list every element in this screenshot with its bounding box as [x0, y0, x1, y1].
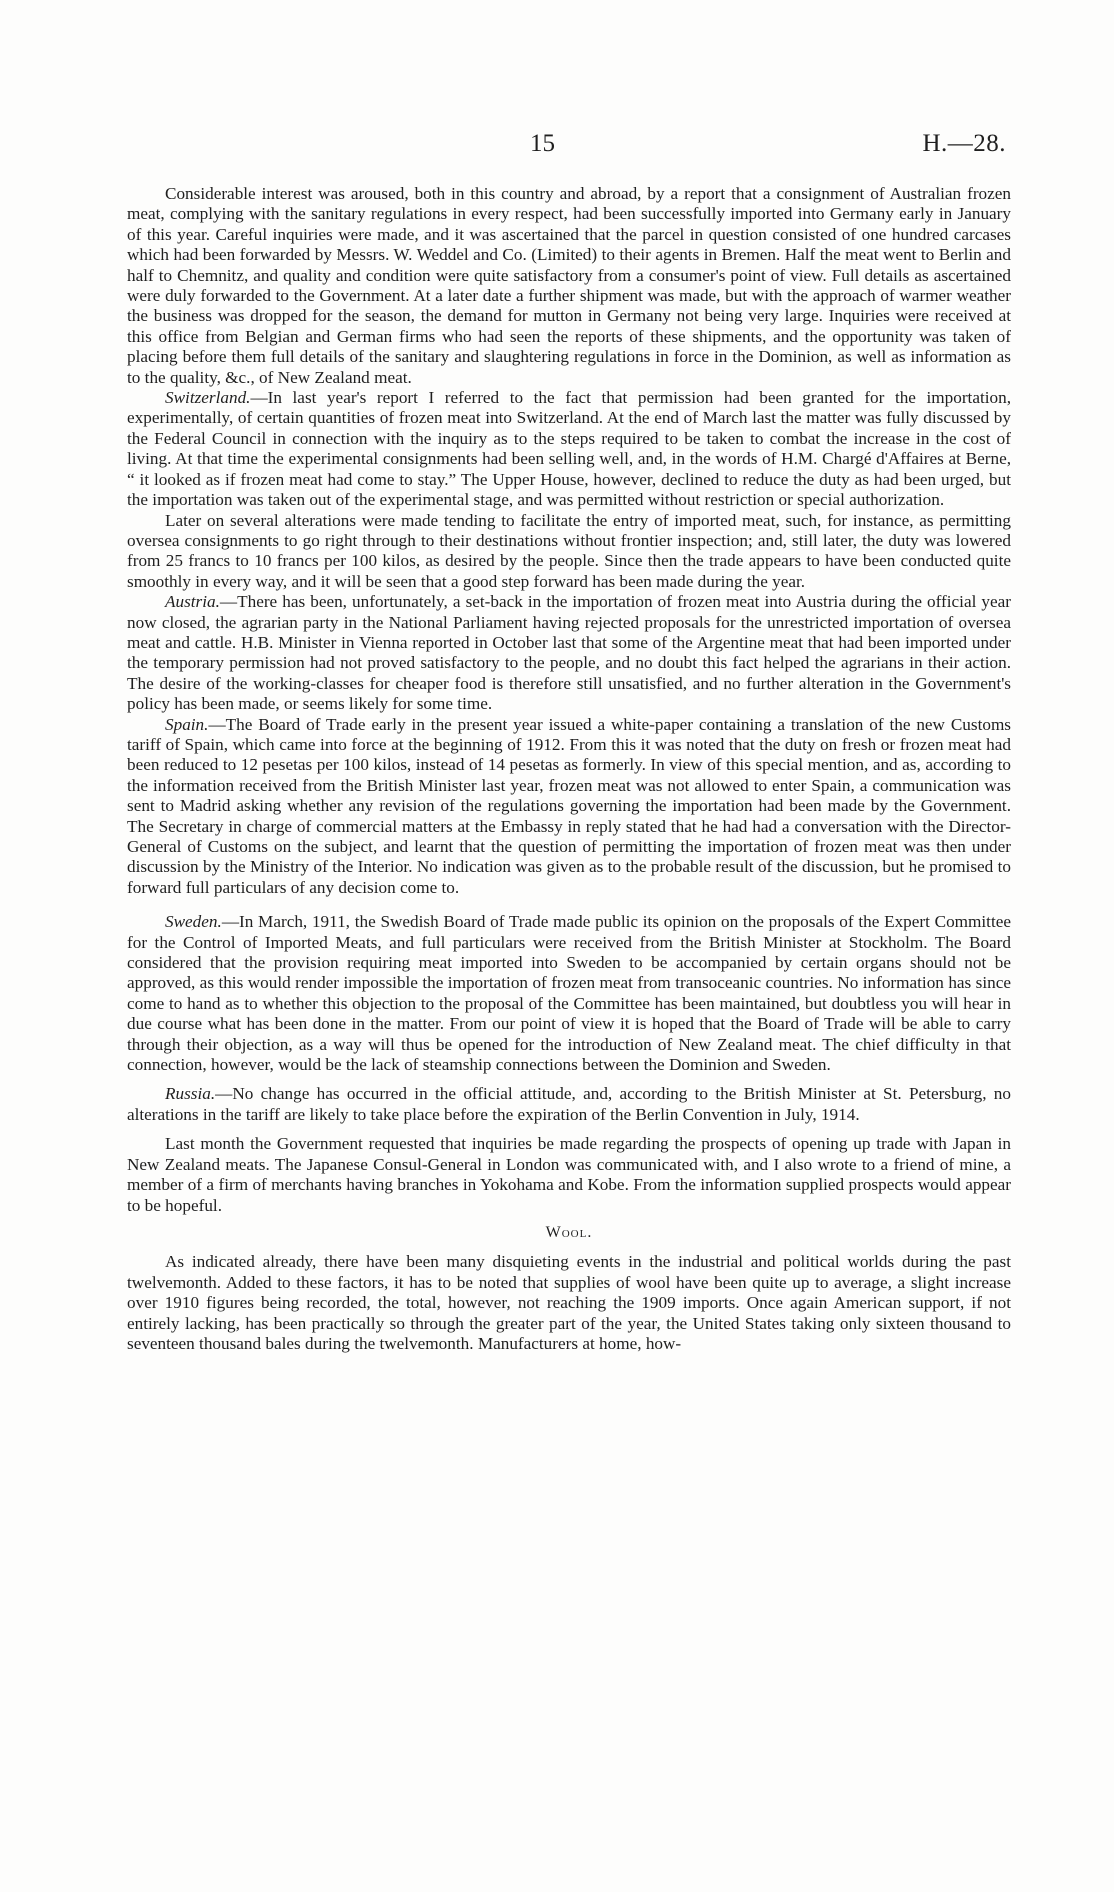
paragraph-austria: Austria.—There has been, unfortunately, a set-back in the importation of frozen meat into Austria during the official year now closed, the agrarian party in the National Parliament having rejected proposals for the unrestricted importation of oversea meat and cattle. H.B. Minister in Vienna reported in October last that some of the Argentine meat that had been imported under the temporary permission had not proved satisfactory to the people, and no doubt this fact helped the agrarians in their action. The desire of the working-classes for cheaper food is therefore still unsatisfied, and no further alteration in the Government's policy has been made, or seems likely for some time. — [127, 592, 1011, 714]
document-reference: H.—28. — [922, 130, 1006, 157]
paragraph-japan: Last month the Government requested that inquiries be made regarding the prospects of opening up trade with Japan in New Zealand meats. The Japanese Consul-General in London was communicated with, and I also wrote to a friend of mine, a member of a firm of merchants having branches in Yokohama and Kobe. From the information supplied prospects would appear to be hopeful. — [127, 1134, 1011, 1215]
heading-spain: Spain. — [165, 714, 209, 734]
body-text — [127, 184, 1011, 1354]
paragraph-sweden: Sweden.—In March, 1911, the Swedish Board of Trade made public its opinion on the proposals of the Expert Committee for the Control of Imported Meats, and full particulars were received from the British Minister at Stockholm. The Board considered that the provision requiring meat imported into Sweden to be accompanied by certain organs should not be approved, as this would render impossible the importation of frozen meat from transoceanic countries. No information has since come to hand as to whether this objection to the proposal of the Committee has been maintained, but doubtless you will hear in due course what has been done in the matter. From our point of view it is hoped that the Board of Trade will be able to carry through their objection, as a way will thus be opened for the introduction of New Zealand meat. The chief difficulty in that connection, however, would be the lack of steamship connections between the Dominion and Sweden. — [127, 912, 1011, 1075]
paragraph-germany-consignment: Considerable interest was aroused, both in this country and abroad, by a report that a consignment of Australian frozen meat, complying with the sanitary regulations in every respect, had been successfully imported into Germany early in January of this year. Careful inquiries were made, and it was ascertained that the parcel in question consisted of one hundred carcases which had been forwarded by Messrs. W. Weddel and Co. (Limited) to their agents in Bremen. Half the meat went to Berlin and half to Chemnitz, and quality and condition were quite satisfactory from a consumer's point of view. Full details as ascertained were duly forwarded to the Government. At a later date a further shipment was made, but with the approach of warmer weather the business was dropped for the season, the demand for mutton in Germany not being very large. Inquiries were received at this office from Belgian and German firms who had seen the reports of these shipments, and the opportunity was taken of placing before them full details of the sanitary and slaughtering regulations in force in the Dominion, as well as information as to the quality, &c., of New Zealand meat. — [127, 184, 1011, 387]
heading-sweden: Sweden. — [165, 912, 222, 932]
paragraph-russia: Russia.—No change has occurred in the official attitude, and, according to the British Minister at St. Petersburg, no alterations in the tariff are likely to take place before the expiration of the Berlin Convention in July, 1914. — [127, 1084, 1011, 1124]
paragraph-spain: Spain.—The Board of Trade early in the present year issued a white-paper containing a translation of the new Customs tariff of Spain, which came into force at the beginning of 1912. From this it was noted that the duty on fresh or frozen meat had been reduced to 12 pesetas per 100 kilos, instead of 14 pesetas as formerly. In view of this special mention, and as, according to the information received from the British Minister last year, frozen meat was not allowed to enter Spain, a communication was sent to Madrid asking whether any revision of the regulations governing the importation had been made by the Government. The Secretary in charge of commercial matters at the Embassy in reply stated that he had had a conversation with the Director-General of Customs on the subject, and learnt that the question of permitting the importation of frozen meat was then under discussion by the Ministry of the Interior. No indication was given as to the probable result of the discussion, but he promised to forward full particulars of any decision come to. — [127, 714, 1011, 897]
page-header — [0, 130, 1114, 170]
paragraph-switzerland-continued: Later on several alterations were made tending to facilitate the entry of imported meat, such, for instance, as permitting oversea consignments to go right through to their destinations without frontier inspection; and, still later, the duty was lowered from 25 francs to 10 francs per 100 kilos, as desired by the people. Since then the trade appears to have been conducted quite smoothly in every way, and it will be seen that a good step forward has been made during the year. — [127, 510, 1011, 591]
section-heading-wool: Wool. — [545, 1223, 593, 1241]
heading-austria: Austria. — [165, 592, 220, 612]
heading-switzerland: Switzerland. — [165, 388, 251, 408]
paragraph-switzerland: Switzerland.—In last year's report I referred to the fact that permission had been granted for the importation, experimentally, of certain quantities of frozen meat into Switzerland. At the end of March last the matter was fully discussed by the Federal Council in connection with the inquiry as to the steps required to be taken to combat the increase in the cost of living. At that time the experimental consignments had been selling well, and, in the words of H.M. Chargé d'Affaires at Berne, “ it looked as if frozen meat had come to stay.” The Upper House, however, declined to reduce the duty as had been urged, but the importation was taken out of the experimental stage, and was permitted without restriction or special authorization. — [127, 388, 1011, 510]
heading-russia: Russia. — [165, 1084, 216, 1104]
paragraph-wool: As indicated already, there have been many disquieting events in the industrial and political worlds during the past twelvemonth. Added to these factors, it has to be noted that supplies of wool have been quite up to average, a slight increase over 1910 figures being recorded, the total, however, not reaching the 1909 imports. Once again American support, if not entirely lacking, has been practically so through the greater part of the year, the United States taking only sixteen thousand to seventeen thousand bales during the twelvemonth. Manufacturers at home, how- — [127, 1252, 1011, 1353]
page-number: 15 — [530, 130, 555, 157]
